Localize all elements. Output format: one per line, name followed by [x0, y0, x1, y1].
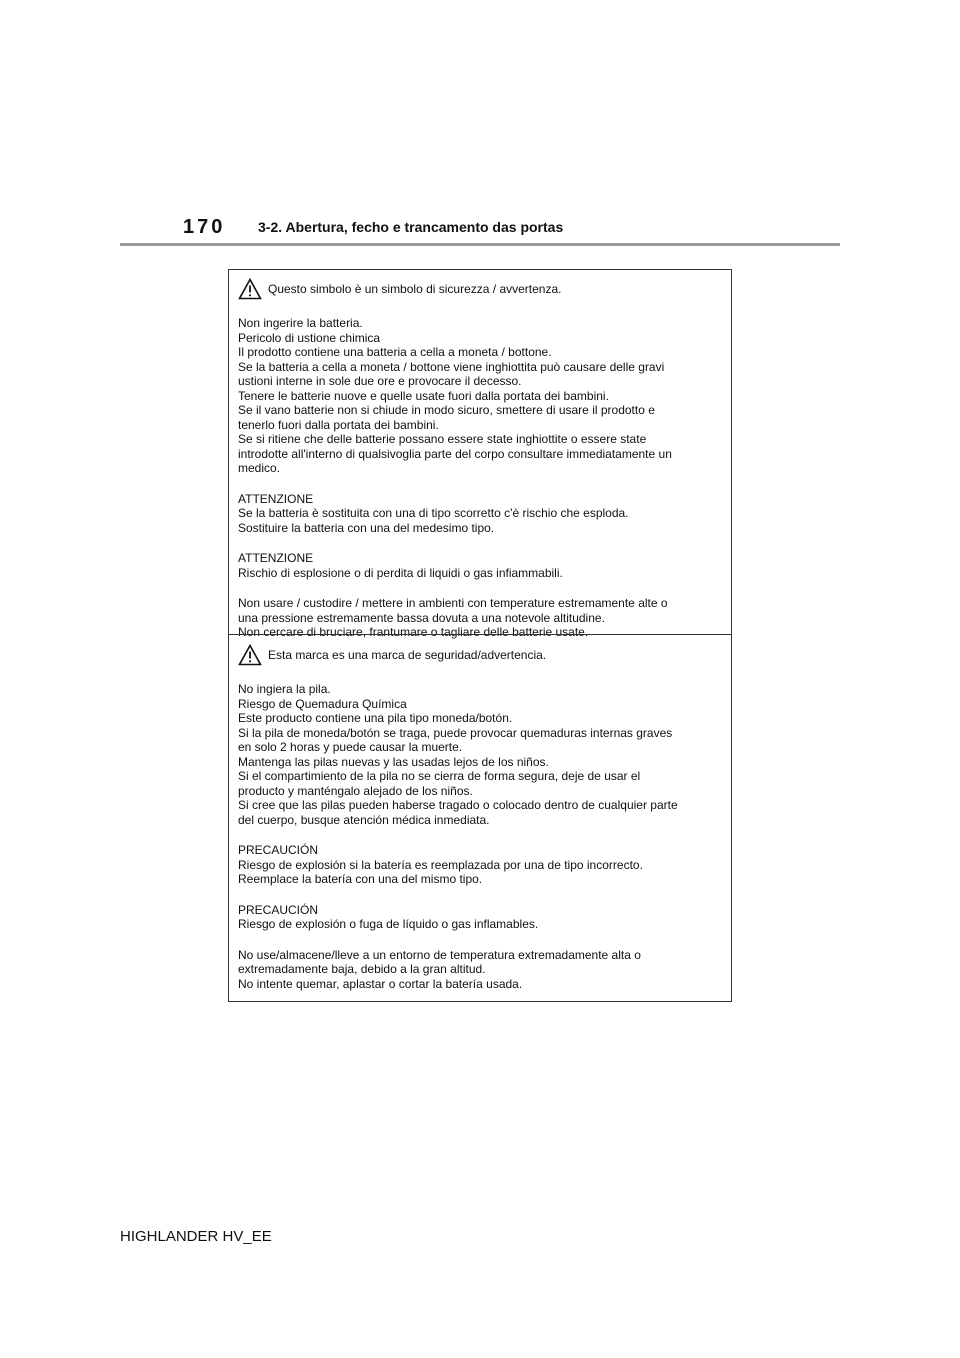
- text-line: Este producto contiene una pila tipo moneda/botón.: [238, 711, 513, 725]
- text-line: Riesgo de explosión si la batería es reemplazada por una de tipo incorrecto.: [238, 857, 643, 872]
- text-line: Non cercare di bruciare, frantumare o tagliare delle batterie usate.: [238, 625, 589, 639]
- text-line: Se la batteria è sostituita con una di tipo scorretto c'è rischio che esploda.: [238, 506, 629, 520]
- spanish-symbol-line: [238, 643, 731, 667]
- text-line: Riesgo de explosión o fuga de líquido o gas inflamables.: [238, 917, 539, 931]
- text-line: extremadamente baja, debido a la gran altitud.: [238, 962, 486, 976]
- text-line: Mantenga las pilas nuevas y las usadas lejos de los niños.: [238, 754, 549, 769]
- text-line: tenerlo fuori dalla portata dei bambini.: [238, 417, 439, 432]
- header-rule: [120, 243, 840, 246]
- text-line: ATTENZIONE: [238, 551, 314, 565]
- text-line: Se si ritiene che delle batterie possano essere state inghiottite o essere state: [238, 432, 647, 446]
- text-line: Rischio di esplosione o di perdita di liquidi o gas infiammabili.: [238, 565, 563, 580]
- text-line: Pericolo di ustione chimica: [238, 330, 381, 345]
- warning-triangle-icon: [238, 644, 262, 666]
- spanish-warning-section: [229, 636, 731, 1001]
- text-line: ATTENZIONE: [238, 491, 314, 506]
- text-line: Tenere le batterie nuove e quelle usate fuori dalla portata dei bambini.: [238, 388, 609, 403]
- italian-symbol-line: [238, 277, 731, 301]
- italian-warning-section: [229, 270, 731, 639]
- footer-model-name: HIGHLANDER HV_EE: [120, 1228, 272, 1245]
- section-divider: [229, 634, 731, 635]
- text-line: introdotte all'interno di qualsivoglia parte del corpo consultare immediatamente un: [238, 446, 672, 461]
- page-number: 170: [183, 216, 226, 238]
- text-line: Riesgo de Quemadura Química: [238, 696, 407, 711]
- text-line: Si cree que las pilas pueden haberse tragado o colocado dentro de cualquier parte: [238, 798, 678, 812]
- warning-triangle-icon: [238, 278, 262, 300]
- italian-block: [238, 492, 731, 536]
- italian-block: [238, 551, 731, 580]
- text-line: Non usare / custodire / mettere in ambienti con temperature estremamente alte o: [238, 596, 668, 610]
- section-title: 3-2. Abertura, fecho e trancamento das portas: [258, 219, 564, 235]
- text-line: Se la batteria a cella a moneta / bottone viene inghiottita può causare delle gravi: [238, 359, 665, 374]
- text-line: del cuerpo, busque atención médica inmediata.: [238, 812, 490, 827]
- text-line: Reemplace la batería con una del mismo tipo.: [238, 872, 483, 886]
- text-line: Si el compartimiento de la pila no se cierra de forma segura, deje de usar el: [238, 769, 641, 783]
- spanish-symbol-text: Esta marca es una marca de seguridad/advertencia.: [268, 648, 547, 662]
- text-line: una pressione estremamente bassa dovuta a una notevole altitudine.: [238, 610, 605, 625]
- text-line: medico.: [238, 461, 281, 475]
- text-line: No ingiera la pila.: [238, 682, 331, 696]
- italian-block: [238, 596, 731, 640]
- text-line: en solo 2 horas y puede causar la muerte.: [238, 740, 463, 754]
- text-line: Il prodotto contiene una batteria a cella a moneta / bottone.: [238, 345, 552, 359]
- text-line: PRECAUCIÓN: [238, 902, 319, 917]
- spanish-block: [238, 843, 731, 887]
- text-line: Sostituire la batteria con una del medesimo tipo.: [238, 520, 495, 535]
- spanish-block: [238, 903, 731, 932]
- text-line: PRECAUCIÓN: [238, 843, 319, 857]
- italian-block: [238, 316, 731, 476]
- text-line: Non ingerire la batteria.: [238, 316, 363, 330]
- text-line: ustioni interne in sole due ore e provocare il decesso.: [238, 374, 522, 388]
- text-line: No use/almacene/lleve a un entorno de temperatura extremadamente alta o: [238, 947, 641, 962]
- text-line: Se il vano batterie non si chiude in modo sicuro, smettere di usare il prodotto e: [238, 403, 655, 417]
- spanish-block: [238, 948, 731, 992]
- spanish-block: [238, 682, 731, 827]
- text-line: producto y manténgalo alejado de los niños.: [238, 783, 473, 798]
- battery-warning-box: [228, 269, 732, 1002]
- italian-symbol-text: Questo simbolo è un simbolo di sicurezza / avvertenza.: [268, 282, 562, 296]
- text-line: No intente quemar, aplastar o cortar la batería usada.: [238, 976, 523, 991]
- text-line: Si la pila de moneda/botón se traga, puede provocar quemaduras internas graves: [238, 725, 673, 740]
